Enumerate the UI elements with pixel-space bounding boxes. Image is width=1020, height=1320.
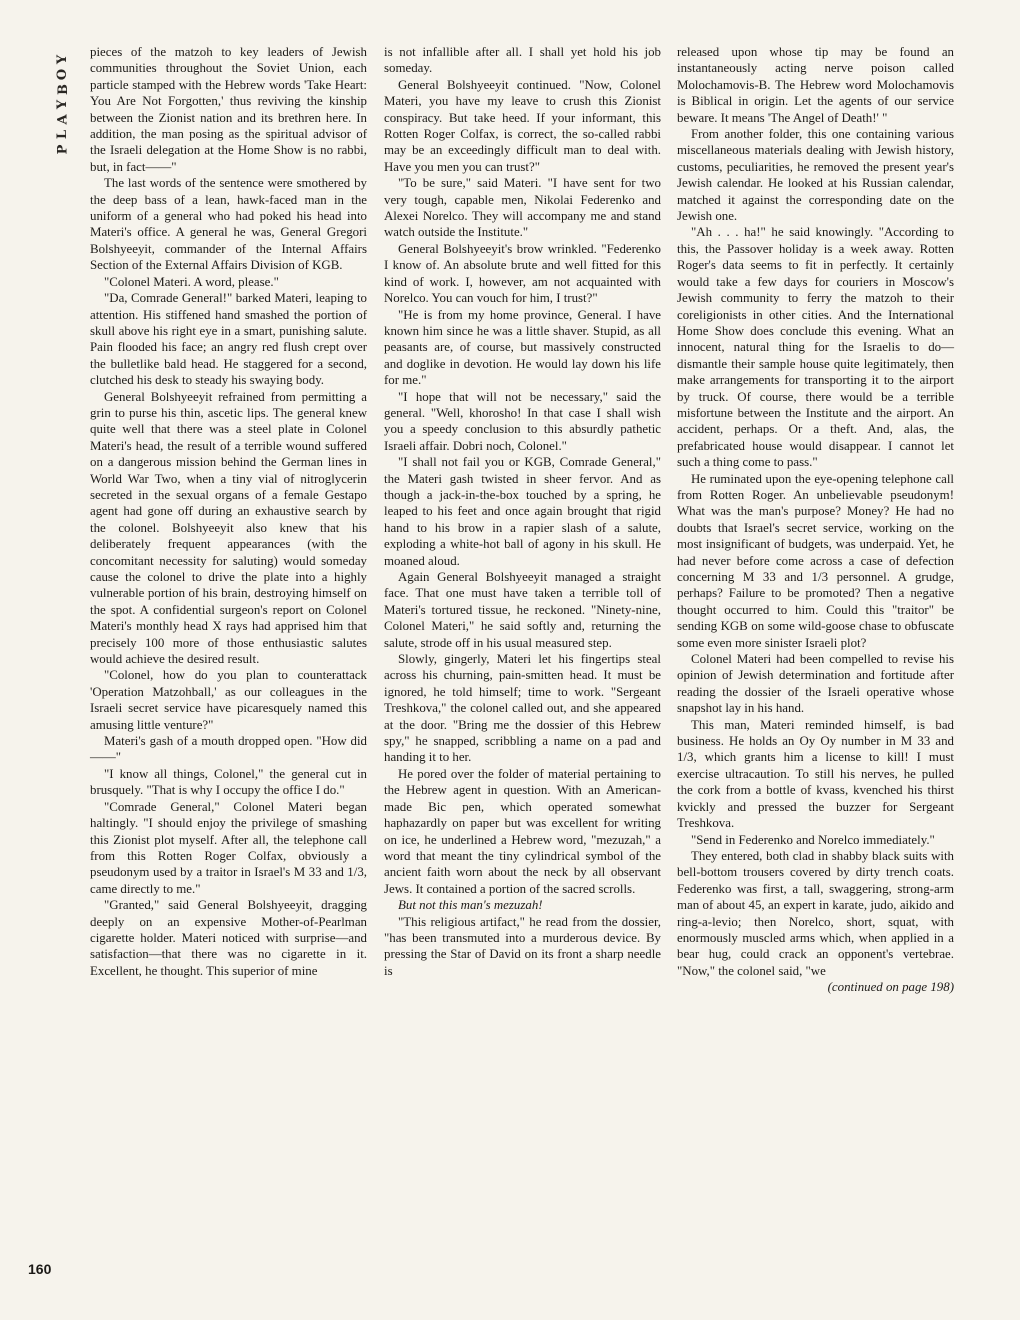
paragraph: General Bolshyeeyit continued. "Now, Colonel Materi, you have my leave to crush this Zionist conspiracy. But take heed. If your informant, this Rotten Roger Colfax, is correct, the so-called rabbi may be an exceedingly difficult man to deal with. Have you men you can trust?" <box>384 77 661 174</box>
masthead-letter: B <box>55 84 71 95</box>
paragraph: "I hope that will not be necessary," said the general. "Well, khorosho! In that case I shall wish you a speedy conclusion to this absurdly pathetic Israeli affair. Dobri noch, Colonel." <box>384 389 661 453</box>
paragraph: "Ah . . . ha!" he said knowingly. "According to this, the Passover holiday is a week away. Rotten Roger's data seems to fit in perfectly. It certainly would take a few days for couriers in Moscow's Jewish community to ferry the matzoh to their coreligionists in other cities. And the International Home Show does conclude this evening. What an innocent, natural thing for the Israelis to do—dismantle their sample house quite legitimately, then make arrangements for transporting it to the airport by truck. Of course, there would be a terrible misfortune between the Institute and the airport. An accident, perhaps. Or a theft. And, alas, the prefabricated house would disappear. I cannot let such a thing come to pass." <box>677 225 954 470</box>
masthead <box>52 52 74 155</box>
paragraph: "Send in Federenko and Norelco immediately." <box>691 832 935 847</box>
paragraph: General Bolshyeeyit refrained from permitting a grin to purse his thin, ascetic lips. The general knew quite well that there was a steel plate in Colonel Materi's head, the result of a terrible wound suffered on a dangerous mission behind the German lines in World War Two, when a tiny vial of nitroglycerin secreted in the sexual organs of a female Gestapo agent had gone off during an exhaustive search by the colonel. Bolshyeeyit also knew that his deliberately frequent appearances (with the concomitant necessity for saluting) would someday cause the colonel to drive the plate into a highly vulnerable portion of his brain, destroying himself on the spot. A confidential surgeon's report on Colonel Materi's monthly head X rays had apprised him that precisely 100 more of those enthusiastic salutes would achieve the desired result. <box>90 389 367 667</box>
masthead-letter: Y <box>55 99 71 110</box>
paragraph: The last words of the sentence were smothered by the deep bass of a lean, hawk-faced man in the uniform of a general who had poked his head into Materi's office. A general he was, General Gregori Bolshyeeyit, commander of the Internal Affairs Section of the External Affairs Division of KGB. <box>90 176 367 273</box>
masthead-letter: O <box>55 68 71 81</box>
paragraph: General Bolshyeeyit's brow wrinkled. "Federenko I know of. An absolute brute and well fitted for this kind of work. I, however, am not acquainted with Norelco. You can vouch for him, I trust?" <box>384 241 661 306</box>
paragraph: released upon whose tip may be found an instantaneously acting nerve poison called Molochamovis-B. The Hebrew word Molochamovis is Biblical in origin. Let the agents of our service beware. It means 'The Angel of Death!' " <box>677 45 954 125</box>
paragraph: Again General Bolshyeeyit managed a straight face. That one must have taken a terrible toll of Materi's tortured tissue, he reckoned. "Ninety-nine, Colonel Materi," he said softly and, returning the salute, strode off in his usual measured step. <box>384 570 661 650</box>
paragraph: This man, Materi reminded himself, is bad business. He holds an Oy Oy number in M 33 and 1/3, which grants him a license to kill! I must exercise ultracaution. To still his nerves, he pulled the cork from a bottle of kvass, kvenched his thirst kvickly and pressed the buzzer for Sergeant Treshkova. <box>677 717 954 831</box>
paragraph: pieces of the matzoh to key leaders of Jewish communities throughout the Soviet Union, each particle stamped with the Hebrew words 'Take Heart: You Are Not Forgotten,' thus reviving the kinship between the Zionist nation and its brethren here. In addition, the man posing as the spiritual advisor of the Israeli delegation at the Home Show is no rabbi, but, in fact——" <box>90 45 367 174</box>
page-number: 160 <box>28 1261 52 1277</box>
paragraph: is not infallible after all. I shall yet hold his job someday. <box>384 45 661 76</box>
paragraph: Colonel Materi had been compelled to revise his opinion of Jewish determination and fortitude after reading the dossier of the Israeli operative whose snapshot lay in his hand. <box>677 652 954 716</box>
paragraph: "Colonel Materi. A word, please." <box>104 274 279 289</box>
article-column-1 <box>90 44 367 979</box>
paragraph: "Colonel, how do you plan to counterattack 'Operation Matzohball,' as our colleagues in the Israeli secret service have picaresquely named this amusing little venture?" <box>90 668 367 732</box>
paragraph: "Granted," said General Bolshyeeyit, dragging deeply on an expensive Mother-of-Pearlman cigarette holder. Materi noticed with surprise—and satisfaction—that there was no cigarette in it. Excellent, he thought. This superior of mine <box>90 898 367 978</box>
article-column-2 <box>384 44 661 979</box>
paragraph: "I shall not fail you or KGB, Comrade General," the Materi gash twisted in sheer fervor. And as though a jack-in-the-box touched by a spring, he leaped to his feet and once again brought that rigid hand to his brow in a rapier slash of a salute, exploding a white-hot ball of agony in his skull. He moaned aloud. <box>384 455 661 568</box>
paragraph: They entered, both clad in shabby black suits with bell-bottom trousers covered by dirty trench coats. Federenko was first, a tall, swaggering, strong-arm man of about 45, an expert in karate, judo, aikido and ring-a-levio; then Norelco, short, squat, with enormously muscled arms which, when applied in a bear hug, could crack an opponent's vertebrae. "Now," the colonel said, "we <box>677 848 954 978</box>
paragraph: "Comrade General," Colonel Materi began haltingly. "I should enjoy the privilege of smashing this Zionist plot myself. After all, the telephone call from this Rotten Roger Colfax, obviously a pseudonym used by a traitor in Israel's M 33 and 1/3, came directly to me." <box>90 799 367 896</box>
paragraph: Slowly, gingerly, Materi let his fingertips steal across his churning, pain-smitten head. It must be ignored, he told himself; time to work. "Sergeant Treshkova," the colonel called out, and she appeared at the door. "Bring me the dossier of this Hebrew spy," he snapped, scribbling a name on a pad and handing it to her. <box>384 652 661 765</box>
masthead-letter: L <box>55 129 71 140</box>
paragraph: "I know all things, Colonel," the general cut in brusquely. "That is why I occupy the office I do." <box>90 766 367 798</box>
paragraph: He pored over the folder of material pertaining to the Hebrew agent in question. With an American-made Bic pen, which operated somewhat haphazardly on paper but was excellent for writing on ice, he underlined a Hebrew word, "mezuzah," a word that meant the tiny cylindrical symbol of the ancient faith worn about the neck by all observant Jews. It contained a portion of the sacred scrolls. <box>384 766 661 896</box>
paragraph: From another folder, this one containing various miscellaneous materials dealing with Jewish history, customs, peculiarities, he removed the present year's Jewish calendar. He looked at his Russian calendar, matched it against the corresponding date on the Jewish one. <box>677 127 954 224</box>
paragraph: "This religious artifact," he read from the dossier, "has been transmuted into a murderous device. By pressing the Star of David on its front a sharp needle is <box>384 914 661 978</box>
masthead-letter: P <box>55 144 71 155</box>
paragraph: "To be sure," said Materi. "I have sent for two very tough, capable men, Nikolai Federenko and Alexei Norelco. They will accompany me and stand watch outside the Institute." <box>384 176 661 240</box>
masthead-letter: A <box>55 114 71 125</box>
article-column-3 <box>677 44 954 996</box>
italic-paragraph: But not this man's mezuzah! <box>398 898 543 913</box>
paragraph: "He is from my home province, General. I have known him since he was a little shaver. Stupid, as all peasants are, of course, but massively constructed and doglike in devotion. He would lay down his life for me." <box>384 307 661 388</box>
paragraph: "Da, Comrade General!" barked Materi, leaping to attention. His stiffened hand smashed the portion of skull above his right eye in a smart, punishing salute. Pain flooded his face; an angry red flush crept over the bulletlike bald head. He staggered for a second, clutched his desk to steady his swaying body. <box>90 291 367 388</box>
continued-note: (continued on page 198) <box>827 980 954 995</box>
masthead-letter: Y <box>55 54 71 65</box>
paragraph: Materi's gash of a mouth dropped open. "How did——" <box>90 734 367 765</box>
paragraph: He ruminated upon the eye-opening telephone call from Rotten Roger. An unbelievable pseudonym! What was the man's purpose? Money? He had no doubts that Israel's secret service, working on the most insignificant of budgets, was underpaid. Yet, he had never before come across a case of defection concerning M 33 and 1/3 personnel. A grudge, perhaps? Failure to be promoted? Then a negative thought occurred to him. Could this "traitor" be sending KGB on some wild-goose chase to obfuscate some even more sinister Israeli plot? <box>677 471 954 650</box>
